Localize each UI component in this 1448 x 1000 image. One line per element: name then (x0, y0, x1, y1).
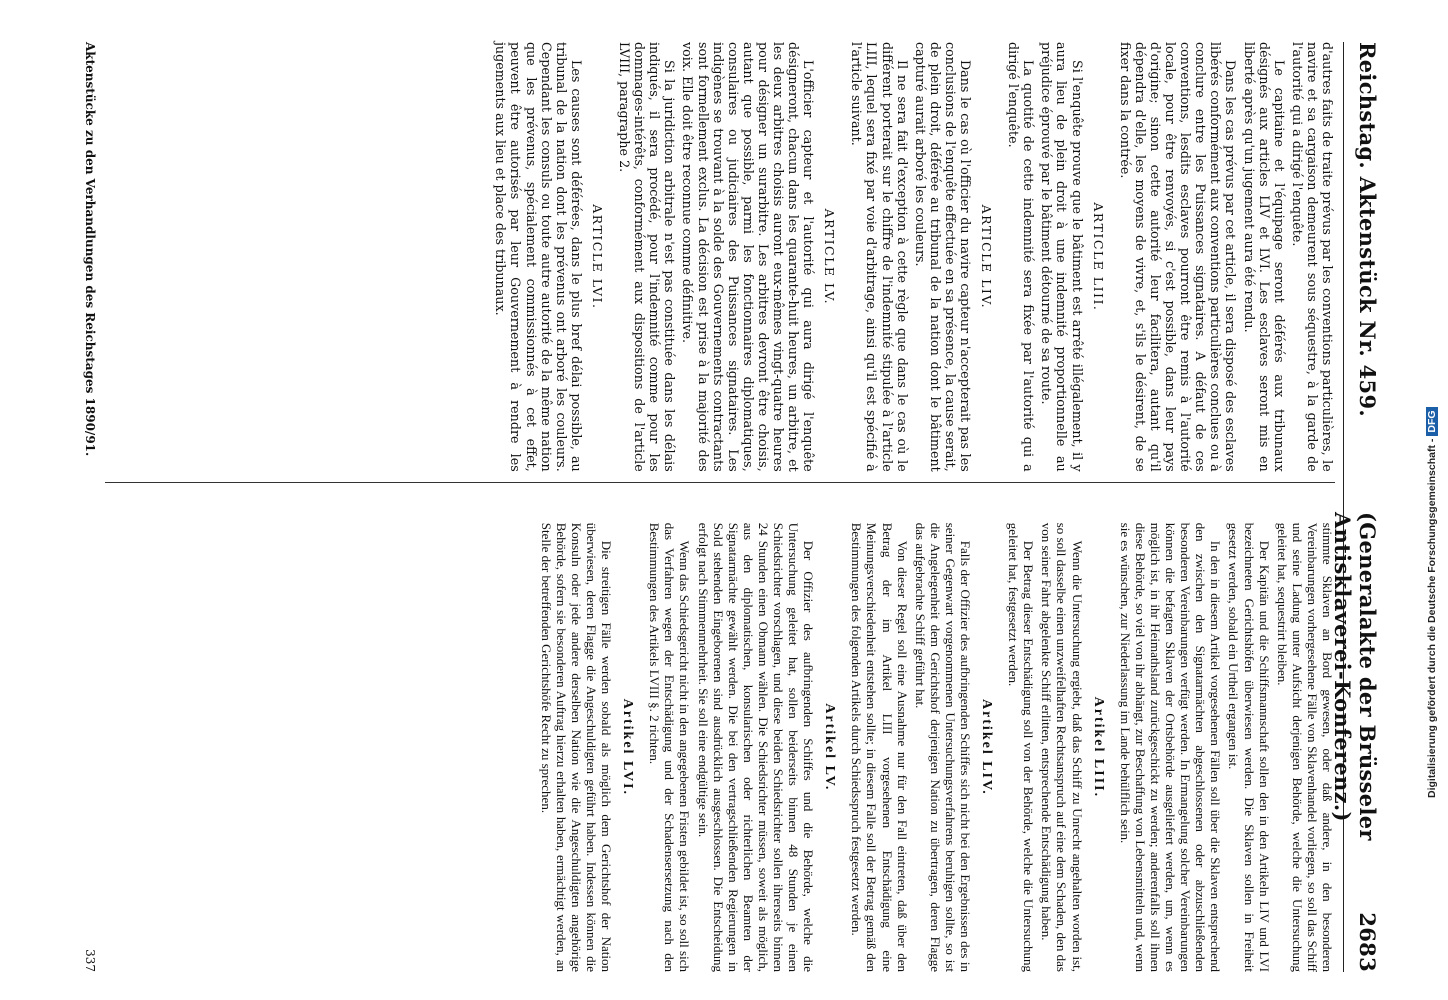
stamp-text: Digitalisierung gefördert durch die Deutsche Forschungsgemeinschaft - (1426, 438, 1438, 798)
page-footer (83, 42, 97, 972)
header-left: Reichstag. Aktenstück Nr. 459. (1355, 42, 1380, 417)
page-number: 2683 (1355, 912, 1380, 972)
footnote: Aktenstücke zu den Verhandlungen des Reichstages 1890/91. (83, 42, 97, 457)
german-paragraph: Der Offizier des aufbringenden Schiffes und die Behörde, welche die Untersuchung geleitet hat, sollen beiderseits binnen 48 Stunden je einen Schiedsrichter vorschlagen, und diese beiden Schiedsrichter sollen ihrerseits binnen 24 Stunden einen Obmann wählen. Die Schiedsrichter müssen, soweit als möglich, aus den diplomatischen, konsularischen oder richterlichen Beamten der Signatarmächte gewählt werden. Die bei den vertragschließenden Regierungen in Sold stehenden Eingeborenen sind ausdrücklich ausgeschlossen. Die Entscheidung erfolgt nach Stimmenmehrheit. Sie soll eine endgültige sein. (695, 522, 817, 972)
french-article-heading: ARTICLE LV. (822, 208, 838, 306)
german-paragraph: Wenn das Schiedsgericht nicht in den angegebenen Fristen gebildet ist, so soll sich das Verfahren wegen der Entschädigung und der Schadensersetzung nach den Bestimmungen des Artikels LVIII §. 2 richten. (647, 522, 693, 972)
french-paragraph: Si l'enquête prouve que le bâtiment est arrêté illégalement, il y aura lieu de plein droit à une indemnité proportionnelle au préjudice éprouvé par le bâtiment détourné de sa route. (1039, 42, 1085, 472)
german-paragraph: Der Kapitän und die Schiffsmannschaft sollen den in den Artikeln LIV und LVI bezeichneten Gerichtshöfen überwiesen werden. Die Sklaven sollen in Freiheit gesetzt werden, sobald ein Urtheil ergangen ist. (1226, 522, 1272, 972)
french-column (105, 42, 1335, 472)
german-paragraph: Von dieser Regel soll eine Ausnahme nur für den Fall eintreten, daß über den Betrag der im Artikel LIII vorgesehenen Entschädigung eine Meinungsverschiedenheit entstehen sollte; in diesem Falle soll der Betrag gemäß den Bestimmungen des folgenden Artikels durch Schiedsspruch festgesetzt werden. (849, 522, 910, 972)
french-paragraph: Les causes sont déférées, dans le plus bref délai possible, au tribunal de la nation dont les prévenus ont arboré les couleurs. Cependant les consuls ou toute autre autorité de la même nation que les prévenus, spécialement commissionnés à cet effet, peuvent être autorisés par leur Gouvernement à rendre les jugements aux lieu et place des tribunaux. (493, 42, 584, 472)
german-paragraph: In den in diesem Artikel vorgesehenen Fällen soll über die Sklaven entsprechend den zwischen den Signatarmächten abgeschlossenen oder abzuschließenden besonderen Vereinbarungen verfügt werden. In Ermangelung solcher Vereinbarungen können die befagten Sklaven der Ortsbehörde ausgeliefert werden, um, wenn es möglich ist, in ihr Heimathsland zurückgeschickt zu werden; anderenfalls soll ihnen diese Behörde, so viel von ihr abhängt, zur Beschaffung von Lebensmitteln und, wenn sie es wünschen, zur Niederlassung im Lande behülflich sein. (1117, 522, 1224, 972)
text-columns (105, 42, 1335, 972)
french-paragraph: Dans les cas prévus par cet article, il sera disposé des esclaves libérés conformément aux conventions particulières conclues ou à conclure entre les Puissances signataires. A défaut de ces conventions, lesdits esclaves pourront être remis à l'autorité locale, pour être renvoyés, si c'est possible, dans leur pays d'origine; sinon cette autorité leur facilitera, autant qu'il dépendra d'elle, les moyens de vivre, et, s'ils le désirent, de se fixer dans la contrée. (1117, 42, 1239, 472)
german-intro: stimmte Sklaven an Bord gewesen, oder daß andere, in den besonderen Vereinbarungen vorhergesehene Fälle von Sklavenhandel vorliegen, so soll das Schiff und seine Ladung unter Aufsicht derjenigen Behörde, welche die Untersuchung geleitet hat, sequestrirt bleiben. (1274, 522, 1335, 972)
page-code: 337 (83, 949, 97, 972)
german-paragraph: Falls der Offizier des aufbringenden Schiffes sich nicht bei den Ergebnissen des in seiner Gegenwart vorgenommenen Untersuchungsverfahrens beruhigen sollte, so ist die Angelegenheit dem Gerichtshof derjenigen Nation zu übertragen, deren Flagge das aufgebrachte Schiff geführt hat. (912, 522, 974, 972)
french-paragraph: Si la juridiction arbitrale n'est pas constituée dans les délais indiqués, il sera procédé, pour l'indemnité comme pour les dommages-intérêts, conformément aux dispositions de l'article LVIII, paragraphe 2. (617, 42, 678, 472)
german-article-heading: Artikel LVI. (620, 698, 636, 797)
french-paragraph: Dans le cas où l'officier du navire capteur n'accepterait pas les conclusions de l'enquête effectuée en sa présence, la cause serait, de plein droit, déférée au tribunal de la nation dont le bâtiment capturé aurait arboré les couleurs. (912, 42, 974, 472)
french-intro: d'autres faits de traite prévus par les conventions particulières, le navire et sa cargaison demeurent sous séquestre, à la garde de l'autorité qui a dirigé l'enquête. (1289, 42, 1335, 472)
german-article-heading: Artikel LV. (822, 703, 838, 792)
german-paragraph: Wenn die Untersuchung ergiebt, daß das Schiff zu Unrecht angehalten worden ist, so soll dasselbe einen unzweifelhaften Rechtsanspruch auf eine dem Schaden, den das von seiner Fahrt abgelenkte Schiff erlitten, entsprechende Entschädigung haben. (1039, 522, 1085, 972)
german-article-heading: Artikel LIII. (1090, 696, 1106, 799)
french-article-heading: ARTICLE LIV. (979, 204, 995, 310)
french-article-heading: ARTICLE LVI. (589, 204, 605, 310)
german-paragraph: Die streitigen Fälle werden sobald als möglich dem Gerichtshof der Nation überwiesen, deren Flagge die Angeschuldigten geführt haben. Indessen können die Konsuln oder jede andere derselben Nation wie die Angeschuldigten angehörige Behörde, sofern sie besonderen Auftrag hierzu erhalten haben, ermächtigt werden, an Stelle der betreffenden Gerichtshöfe Recht zu sprechen. (538, 522, 615, 972)
german-column (105, 523, 1335, 972)
dfg-stamp (1408, 18, 1438, 798)
french-paragraph: La quotité de cette indemnité sera fixée par l'autorité qui a dirigé l'enquête. (1006, 42, 1037, 472)
page-header (1330, 42, 1380, 972)
french-article-heading: ARTICLE LIII. (1090, 202, 1106, 312)
german-paragraph: Der Betrag dieser Entschädigung soll von der Behörde, welche die Untersuchung geleitet hat, festgesetzt werden. (1006, 522, 1037, 972)
dfg-logo: DFG (1426, 407, 1438, 435)
column-divider (105, 482, 1335, 483)
french-paragraph: Le capitaine et l'équipage seront déférés aux tribunaux désignés aux articles LIV et LVI. Les esclaves seront mis en liberté après qu'un jugement aura été rendu. (1241, 42, 1287, 472)
french-paragraph: Il ne sera fait d'exception à cette règle que dans le cas où le différent porterait sur le chiffre de l'indemnité stipulée à l'article LIII, lequel sera fixé par voie d'arbitrage, ainsi qu'il est spécifié à l'article suivant. (849, 42, 910, 472)
german-article-heading: Artikel LIV. (979, 698, 995, 796)
french-paragraph: L'officier capteur et l'autorité qui aura dirigé l'enquête désigneront, chacun dans les quarante-huit heures, un arbitre, et les deux arbitres choisis auront eux-mêmes vingt-quatre heures pour désigner un surarbitre. Les arbitres devront être choisis, autant que possible, parmi les fonctionnaires diplomatiques, consulaires ou judiciaires des Puissances signataires. Les indigènes se trouvant à la solde des Gouvernements contractants sont formellement exclus. La décision est prise à la majorité des voix. Elle doit être reconnue comme définitive. (680, 42, 817, 472)
header-title: (Generalakte der Brüsseler Antisklaverei-Konferenz.) (1330, 512, 1380, 841)
